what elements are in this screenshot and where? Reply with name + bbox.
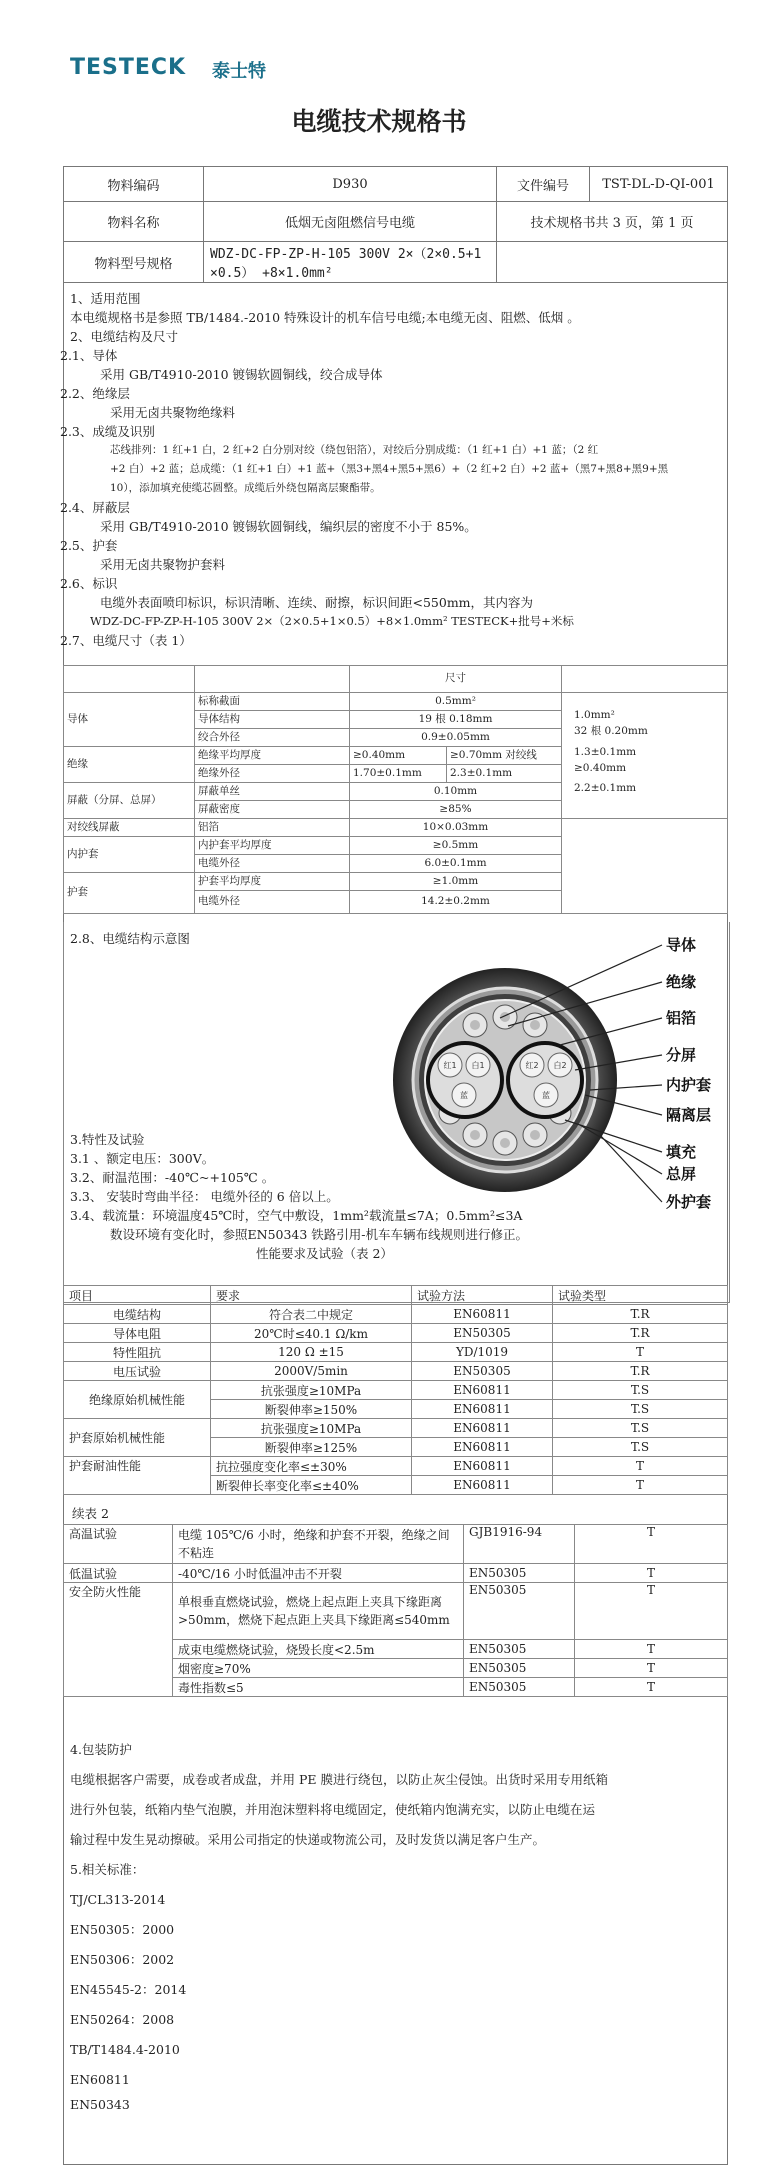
dim-param: 屏蔽密度 xyxy=(195,801,350,819)
model-blank xyxy=(497,242,728,283)
dim-large-5: 2.2±0.1mm xyxy=(574,782,637,795)
s33: 3.3、 安装时弯曲半径： 电缆外径的 6 倍以上。 xyxy=(70,1189,339,1204)
perf-method: EN60811 xyxy=(412,1457,553,1476)
cont-req: 毒性指数≤5 xyxy=(173,1678,464,1697)
cont-req: 烟密度≥70% xyxy=(173,1659,464,1678)
cont-type: T xyxy=(575,1564,728,1583)
s24-text: 采用 GB/T4910-2010 镀锡软圆铜线，编织层的密度不小于 85%。 xyxy=(100,519,477,534)
cont-type: T xyxy=(575,1525,728,1564)
perf-item: 绝缘原始机械性能 xyxy=(64,1381,211,1419)
s5-title: 5.相关标准： xyxy=(70,1862,145,1877)
perf-method: YD/1019 xyxy=(412,1343,553,1362)
perf-req: 抗张强度≥10MPa xyxy=(211,1419,412,1438)
cont-type: T xyxy=(575,1583,728,1640)
std-item: EN45545-2：2014 xyxy=(70,1982,187,1997)
core-label: 白1 xyxy=(471,1061,485,1070)
section-1-2 xyxy=(60,289,669,650)
cont-req: 成束电缆燃烧试验，烧毁长度<2.5m xyxy=(173,1640,464,1659)
perf-item: 电压试验 xyxy=(64,1362,211,1381)
perf-method: EN50305 xyxy=(412,1324,553,1343)
section-4-5 xyxy=(70,1735,720,2115)
code-value: D930 xyxy=(204,167,497,202)
std-item: TB/T1484.4-2010 xyxy=(70,2042,180,2057)
perf-item: 护套耐油性能 xyxy=(64,1457,211,1495)
dim-param: 导体结构 xyxy=(195,711,350,729)
s34: 3.4、载流量：环境温度45℃时，空气中敷设，1mm²载流量≤7A；0.5mm²≤3A xyxy=(70,1208,523,1223)
std-item: TJ/CL313-2014 xyxy=(70,1892,166,1907)
perf-item: 导体电阻 xyxy=(64,1324,211,1343)
pair-right xyxy=(508,1043,582,1117)
perf-type: T.R xyxy=(553,1305,728,1324)
dim-val: 2.3±0.1mm xyxy=(447,765,562,783)
cont-item: 安全防火性能 xyxy=(64,1583,173,1697)
s26-title: 2.6、标识 xyxy=(60,576,118,591)
company-logo: TESTECK xyxy=(70,55,187,80)
s4-title: 4.包装防护 xyxy=(70,1742,132,1757)
dim-val: 1.70±0.1mm xyxy=(350,765,447,783)
perf-method: EN60811 xyxy=(412,1400,553,1419)
core-label: 红1 xyxy=(443,1061,457,1070)
s34-note: 数设环境有变化时，参照EN50343 铁路引用-机车车辆布线规则进行修正。 xyxy=(110,1227,529,1242)
dim-group: 导体 xyxy=(64,693,195,747)
dim-val: ≥1.0mm xyxy=(350,873,562,891)
perf-method: EN50305 xyxy=(412,1362,553,1381)
label-jacket: 外护套 xyxy=(666,1193,712,1211)
dim-val: 0.5mm² xyxy=(350,693,562,711)
dim-head: 尺寸 xyxy=(350,666,562,693)
name-value: 低烟无卤阻燃信号电缆 xyxy=(204,202,497,242)
cont-method: EN50305 xyxy=(464,1678,575,1697)
label-insulation: 绝缘 xyxy=(666,973,697,991)
perf-item: 电缆结构 xyxy=(64,1305,211,1324)
cont-req: -40℃/16 小时低温冲击不开裂 xyxy=(173,1564,464,1583)
dim-val: 19 根 0.18mm xyxy=(350,711,562,729)
s25-text: 采用无卤共聚物护套料 xyxy=(100,557,226,572)
cont-method: EN50305 xyxy=(464,1564,575,1583)
dim-group: 内护套 xyxy=(64,837,195,873)
dimension-table xyxy=(63,665,728,914)
cont-type: T xyxy=(575,1678,728,1697)
perf-req: 20℃时≤40.1 Ω/km xyxy=(211,1324,412,1343)
perf-head: 要求 xyxy=(211,1286,412,1305)
cont-method: EN50305 xyxy=(464,1659,575,1678)
perf-req: 断裂伸率≥150% xyxy=(211,1400,412,1419)
perf-type: T.S xyxy=(553,1400,728,1419)
s23-line1: 芯线排列：1 红+1 白，2 红+2 白分别对绞（绕包铝箔），对绞后分别成缆：（1 红+1 白）+1 蓝；（2 红 xyxy=(110,444,599,456)
perf-head: 试验类型 xyxy=(553,1286,728,1305)
perf-type: T xyxy=(553,1476,728,1495)
dim-val: ≥0.70mm 对绞线 xyxy=(447,747,562,765)
perf-method: EN60811 xyxy=(412,1476,553,1495)
dim-param: 铝箔 xyxy=(195,819,350,837)
s32: 3.2、耐温范围：-40℃~+105℃ 。 xyxy=(70,1170,275,1185)
label-overall-shield: 总屏 xyxy=(666,1165,697,1183)
perf-req: 断裂伸长率变化率≤±40% xyxy=(211,1476,412,1495)
perf-method: EN60811 xyxy=(412,1305,553,1324)
code-label: 物料编码 xyxy=(64,167,204,202)
perf-type: T.S xyxy=(553,1438,728,1457)
s4-p1: 电缆根据客户需要，成卷或者成盘，并用 PE 膜进行绕包，以防止灰尘侵蚀。出货时采用专用纸箱 xyxy=(70,1772,608,1787)
dim-val: ≥0.40mm xyxy=(350,747,447,765)
s4-p3: 输过程中发生晃动擦破。采用公司指定的快递或物流公司，及时发货以满足客户生产。 xyxy=(70,1832,546,1847)
std-item: EN50343 xyxy=(70,2097,130,2112)
perf-item: 护套原始机械性能 xyxy=(64,1419,211,1457)
dim-param: 屏蔽单丝 xyxy=(195,783,350,801)
s2-title: 2、电缆结构及尺寸 xyxy=(70,329,178,344)
s25-title: 2.5、护套 xyxy=(60,538,118,553)
cont-method: EN50305 xyxy=(464,1583,575,1640)
dim-large-4: ≥0.40mm xyxy=(574,761,627,774)
model-label: 物料型号规格 xyxy=(64,242,204,283)
perf-method: EN60811 xyxy=(412,1438,553,1457)
s23-title: 2.3、成缆及识别 xyxy=(60,424,155,439)
info-table xyxy=(63,166,728,283)
dim-param: 绝缘外径 xyxy=(195,765,350,783)
section-3 xyxy=(70,1130,528,1263)
perf-head: 项目 xyxy=(64,1286,211,1305)
core-label: 蓝 xyxy=(542,1091,550,1100)
perf-method: EN60811 xyxy=(412,1381,553,1400)
perf-type: T xyxy=(553,1457,728,1476)
perf-req: 120 Ω ±15 xyxy=(211,1343,412,1362)
dim-val: 0.10mm xyxy=(350,783,562,801)
perf-req: 断裂伸率≥125% xyxy=(211,1438,412,1457)
core-label: 红2 xyxy=(525,1061,539,1070)
s1-scope: 本电缆规格书是参照 TB/1484.-2010 特殊设计的机车信号电缆;本电缆无卤、阻燃、低烟 。 xyxy=(70,310,580,325)
perf-type: T.S xyxy=(553,1419,728,1438)
std-item: EN50305：2000 xyxy=(70,1922,175,1937)
dim-group: 对绞线屏蔽 xyxy=(64,819,195,837)
label-inner-sheath: 内护套 xyxy=(666,1076,712,1094)
dim-val: 0.9±0.05mm xyxy=(350,729,562,747)
dim-param: 绝缘平均厚度 xyxy=(195,747,350,765)
model-value: WDZ-DC-FP-ZP-H-105 300V 2×（2×0.5+1 ×0.5） +8×1.0mm² xyxy=(204,242,497,283)
dim-val: ≥85% xyxy=(350,801,562,819)
dim-val: 10×0.03mm xyxy=(350,819,562,837)
dim-param: 电缆外径 xyxy=(195,855,350,873)
cont-type: T xyxy=(575,1659,728,1678)
dim-large-3: 1.3±0.1mm xyxy=(574,745,637,758)
cont-method: GJB1916-94 xyxy=(464,1525,575,1564)
core-label: 白2 xyxy=(553,1061,567,1070)
dim-group: 屏蔽（分屏、总屏） xyxy=(64,783,195,819)
s24-title: 2.4、屏蔽层 xyxy=(60,500,130,515)
dim-group: 护套 xyxy=(64,873,195,914)
s26-text: 电缆外表面喷印标识，标识清晰、连续、耐擦，标识间距<550mm，其内容为 xyxy=(100,595,534,610)
doc-value: TST-DL-D-QI-001 xyxy=(590,167,728,202)
cont-type: T xyxy=(575,1640,728,1659)
label-separation: 隔离层 xyxy=(666,1106,712,1124)
table2-title: 性能要求及试验（表 2） xyxy=(256,1246,393,1261)
dim-val: 14.2±0.2mm xyxy=(350,891,562,914)
cont-title: 续表 2 xyxy=(72,1506,109,1521)
perf-item: 特性阻抗 xyxy=(64,1343,211,1362)
label-conductor: 导体 xyxy=(666,936,697,954)
document-title: 电缆技术规格书 xyxy=(291,107,467,136)
label-pair-shield: 分屏 xyxy=(666,1046,697,1064)
dim-param: 护套平均厚度 xyxy=(195,873,350,891)
s1-title: 1、适用范围 xyxy=(70,291,141,306)
dim-large-2: 32 根 0.20mm xyxy=(574,725,648,738)
diagram-caption: 2.8、电缆结构示意图 xyxy=(70,931,190,946)
s27-title: 2.7、电缆尺寸（表 1） xyxy=(60,633,192,648)
label-foil: 铝箔 xyxy=(666,1009,697,1027)
s21-text: 采用 GB/T4910-2010 镀锡软圆铜线，绞合成导体 xyxy=(100,367,383,382)
cont-method: EN50305 xyxy=(464,1640,575,1659)
perf-req: 抗拉强度变化率≤±30% xyxy=(211,1457,412,1476)
std-item: EN50306：2002 xyxy=(70,1952,175,1967)
perf-method: EN60811 xyxy=(412,1419,553,1438)
std-item: EN50264：2008 xyxy=(70,2012,175,2027)
dim-param: 内护套平均厚度 xyxy=(195,837,350,855)
std-item: EN60811 xyxy=(70,2072,130,2087)
performance-table xyxy=(63,1285,728,1495)
perf-head: 试验方法 xyxy=(412,1286,553,1305)
dim-param: 绞合外径 xyxy=(195,729,350,747)
s22-title: 2.2、绝缘层 xyxy=(60,386,130,401)
perf-type: T.R xyxy=(553,1324,728,1343)
cont-item: 高温试验 xyxy=(64,1525,173,1564)
s3-title: 3.特性及试验 xyxy=(70,1132,145,1147)
dim-val: 6.0±0.1mm xyxy=(350,855,562,873)
dim-val: ≥0.5mm xyxy=(350,837,562,855)
pair-left xyxy=(428,1043,502,1117)
s23-line3: 10），添加填充使缆芯圆整。成缆后外绕包隔离层聚酯带。 xyxy=(110,482,381,494)
dim-group: 绝缘 xyxy=(64,747,195,783)
page-info: 技术规格书共 3 页，第 1 页 xyxy=(497,202,728,242)
s23-line2: +2 白）+2 蓝；总成缆：（1 红+1 白）+1 蓝+（黑3+黑4+黑5+黑6）+（2 红+2 白）+2 蓝+（黑7+黑8+黑9+黑 xyxy=(110,463,669,475)
cont-item: 低温试验 xyxy=(64,1564,173,1583)
perf-req: 符合表二中规定 xyxy=(211,1305,412,1324)
continued-table xyxy=(63,1524,728,1697)
perf-req: 抗张强度≥10MPa xyxy=(211,1381,412,1400)
core-label: 蓝 xyxy=(460,1091,468,1100)
s26-mark: WDZ-DC-FP-ZP-H-105 300V 2×（2×0.5+1×0.5）+8×1.0mm² TESTECK+批号+米标 xyxy=(90,614,574,628)
s22-text: 采用无卤共聚物绝缘料 xyxy=(110,405,236,420)
cont-req: 电缆 105℃/6 小时，绝缘和护套不开裂，绝缘之间不粘连 xyxy=(173,1525,464,1564)
dim-param: 电缆外径 xyxy=(195,891,350,914)
perf-type: T.R xyxy=(553,1362,728,1381)
dim-param: 标称截面 xyxy=(195,693,350,711)
company-logo-cn: 泰士特 xyxy=(212,61,266,82)
doc-label: 文件编号 xyxy=(497,167,590,202)
dim-large-core xyxy=(562,693,728,819)
perf-type: T.S xyxy=(553,1381,728,1400)
perf-req: 2000V/5min xyxy=(211,1362,412,1381)
perf-type: T xyxy=(553,1343,728,1362)
label-filler: 填充 xyxy=(666,1143,697,1161)
s4-p2: 进行外包装，纸箱内垫气泡膜，并用泡沫塑料将电缆固定，使纸箱内饱满充实，以防止电缆在运 xyxy=(70,1802,596,1817)
s31: 3.1 、额定电压：300V。 xyxy=(70,1151,215,1166)
dim-large-1: 1.0mm² xyxy=(574,709,615,721)
cont-req: 单根垂直燃烧试验，燃烧上起点距上夹具下缘距离>50mm，燃烧下起点距上夹具下缘距离≤540mm xyxy=(173,1583,464,1640)
s21-title: 2.1、导体 xyxy=(60,348,118,363)
name-label: 物料名称 xyxy=(64,202,204,242)
